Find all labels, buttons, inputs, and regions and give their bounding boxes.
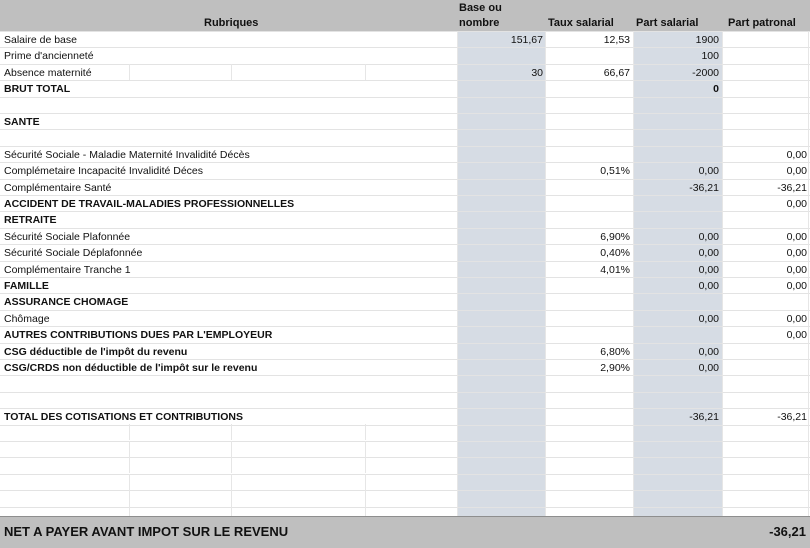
base-cell [457, 130, 543, 146]
taux-salarial-cell: 6,80% [600, 346, 630, 358]
taux-salarial-cell: 0,40% [600, 247, 630, 259]
grid-row-line [0, 507, 810, 508]
part-patronal-cell [724, 376, 807, 392]
base-cell [457, 163, 543, 179]
part-salarial-cell [633, 130, 719, 146]
base-cell [457, 147, 543, 163]
header-taux-salarial: Taux salarial [548, 17, 614, 29]
taux-salarial-cell: 66,67 [603, 67, 630, 79]
row-label: CSG/CRDS non déductible de l'impôt sur le revenu [4, 362, 258, 374]
part-salarial-cell [633, 393, 719, 409]
part-salarial-cell [633, 114, 719, 130]
part-patronal-cell: 0,00 [786, 313, 807, 325]
part-patronal-cell: -36,21 [777, 182, 807, 194]
grid-column-line [808, 31, 809, 516]
part-salarial-cell: 0,00 [698, 280, 719, 292]
base-cell [457, 229, 543, 245]
grid-column-line [365, 441, 366, 457]
part-salarial-cell: 0,00 [698, 165, 719, 177]
part-salarial-cell: 100 [701, 50, 719, 62]
row-label: Complémetaire Incapacité Invalidité Déces [4, 165, 204, 177]
header-base-line1: Base ou [459, 2, 502, 14]
grid-column-line [365, 424, 366, 440]
grid-row-line [0, 490, 810, 491]
taux-salarial-cell [545, 98, 630, 114]
base-cell [457, 98, 543, 114]
grid-row-line [0, 474, 810, 475]
grid-column-line [722, 31, 723, 516]
base-cell [457, 311, 543, 327]
grid-column-line [365, 490, 366, 506]
part-salarial-cell: 0,00 [698, 247, 719, 259]
taux-salarial-cell [545, 327, 630, 343]
base-cell [457, 327, 543, 343]
base-cell [457, 344, 543, 360]
part-patronal-cell [724, 32, 807, 48]
row-label: TOTAL DES COTISATIONS ET CONTRIBUTIONS [4, 411, 243, 423]
row-label: BRUT TOTAL [4, 83, 71, 95]
part-patronal-cell [724, 344, 807, 360]
base-cell [457, 48, 543, 64]
part-patronal-cell [724, 81, 807, 97]
row-label: Salaire de base [4, 34, 77, 46]
part-patronal-cell: 0,00 [786, 149, 807, 161]
net-a-payer-row [0, 516, 810, 548]
grid-column-line [129, 457, 130, 473]
grid-column-line [129, 490, 130, 506]
base-cell: 151,67 [510, 34, 543, 46]
part-patronal-cell [724, 130, 807, 146]
part-salarial-cell: 0 [713, 83, 719, 95]
taux-salarial-cell: 12,53 [603, 34, 630, 46]
row-label: FAMILLE [4, 280, 49, 292]
taux-salarial-cell [545, 409, 630, 425]
taux-salarial-cell [545, 278, 630, 294]
grid-column-line [231, 441, 232, 457]
base-cell [457, 81, 543, 97]
row-label: ASSURANCE CHOMAGE [4, 296, 129, 308]
part-patronal-cell [724, 114, 807, 130]
part-patronal-cell [724, 65, 807, 81]
grid-column-line [129, 424, 130, 440]
part-patronal-cell: -36,21 [777, 411, 807, 423]
part-patronal-cell: 0,00 [786, 247, 807, 259]
row-label: SANTE [4, 116, 40, 128]
base-cell [457, 376, 543, 392]
part-patronal-cell [724, 48, 807, 64]
net-a-payer-value: -36,21 [769, 524, 806, 539]
base-cell [457, 212, 543, 228]
grid-column-line [231, 424, 232, 440]
base-cell [457, 180, 543, 196]
part-patronal-cell: 0,00 [786, 329, 807, 341]
base-cell [457, 278, 543, 294]
taux-salarial-cell [545, 130, 630, 146]
part-salarial-cell: 0,00 [698, 362, 719, 374]
grid-column-line [231, 474, 232, 490]
part-salarial-cell: -2000 [692, 67, 719, 79]
part-salarial-cell [633, 294, 719, 310]
grid-column-line [231, 490, 232, 506]
part-salarial-cell [633, 212, 719, 228]
column-header-row [0, 0, 810, 31]
taux-salarial-cell [545, 376, 630, 392]
row-label: AUTRES CONTRIBUTIONS DUES PAR L'EMPLOYEUR [4, 329, 273, 341]
taux-salarial-cell [545, 393, 630, 409]
part-salarial-cell: -36,21 [689, 182, 719, 194]
base-cell [457, 393, 543, 409]
grid-column-line [129, 474, 130, 490]
row-label: Sécurité Sociale Déplafonnée [4, 247, 143, 259]
part-salarial-cell [633, 196, 719, 212]
row-label: Complémentaire Tranche 1 [4, 264, 131, 276]
part-salarial-cell: 0,00 [698, 313, 719, 325]
row-label: Chômage [4, 313, 50, 325]
row-label: Absence maternité [4, 67, 92, 79]
row-label: CSG déductible de l'impôt du revenu [4, 346, 188, 358]
row-label: Sécurité Sociale - Maladie Maternité Invalidité Décès [4, 149, 250, 161]
grid-row-line [0, 457, 810, 458]
part-patronal-cell [724, 294, 807, 310]
grid-row-line [0, 441, 810, 442]
net-a-payer-label: NET A PAYER AVANT IMPOT SUR LE REVENU [4, 524, 289, 539]
part-salarial-cell [633, 327, 719, 343]
row-label: Sécurité Sociale Plafonnée [4, 231, 131, 243]
part-patronal-cell: 0,00 [786, 231, 807, 243]
grid-column-line [231, 457, 232, 473]
base-cell [457, 262, 543, 278]
part-patronal-cell: 0,00 [786, 165, 807, 177]
part-salarial-cell [633, 98, 719, 114]
row-label: Complémentaire Santé [4, 182, 112, 194]
part-salarial-cell [633, 147, 719, 163]
grid-column-line [365, 64, 366, 80]
base-cell [457, 114, 543, 130]
base-cell [457, 245, 543, 261]
part-patronal-cell: 0,00 [786, 280, 807, 292]
taux-salarial-cell [545, 81, 630, 97]
base-cell [457, 409, 543, 425]
grid-column-line [231, 64, 232, 80]
taux-salarial-cell [545, 311, 630, 327]
taux-salarial-cell [545, 147, 630, 163]
part-salarial-cell: 1900 [695, 34, 719, 46]
base-cell [457, 294, 543, 310]
taux-salarial-cell [545, 196, 630, 212]
part-patronal-cell: 0,00 [786, 264, 807, 276]
header-part-salarial: Part salarial [636, 17, 699, 29]
base-cell: 30 [531, 67, 543, 79]
taux-salarial-cell [545, 294, 630, 310]
part-salarial-cell [633, 376, 719, 392]
taux-salarial-cell: 2,90% [600, 362, 630, 374]
part-patronal-cell: 0,00 [786, 198, 807, 210]
header-rubriques: Rubriques [204, 17, 259, 29]
row-label: RETRAITE [4, 214, 57, 226]
part-patronal-cell [724, 212, 807, 228]
grid-column-line [129, 64, 130, 80]
taux-salarial-cell [545, 114, 630, 130]
part-patronal-cell [724, 360, 807, 376]
part-patronal-cell [724, 98, 807, 114]
row-label: Prime d'ancienneté [4, 50, 94, 62]
taux-salarial-cell: 6,90% [600, 231, 630, 243]
grid-column-line [129, 441, 130, 457]
part-salarial-cell: -36,21 [689, 411, 719, 423]
base-cell [457, 360, 543, 376]
part-patronal-cell [724, 393, 807, 409]
grid-column-line [365, 474, 366, 490]
part-salarial-cell: 0,00 [698, 231, 719, 243]
taux-salarial-cell: 0,51% [600, 165, 630, 177]
part-salarial-cell: 0,00 [698, 264, 719, 276]
base-cell [457, 196, 543, 212]
header-part-patronal: Part patronal [728, 17, 796, 29]
header-base-line2: nombre [459, 17, 500, 29]
taux-salarial-cell [545, 212, 630, 228]
taux-salarial-cell [545, 48, 630, 64]
part-salarial-cell: 0,00 [698, 346, 719, 358]
taux-salarial-cell [545, 180, 630, 196]
grid-column-line [365, 457, 366, 473]
row-label: ACCIDENT DE TRAVAIL-MALADIES PROFESSIONNELLES [4, 198, 295, 210]
taux-salarial-cell: 4,01% [600, 264, 630, 276]
